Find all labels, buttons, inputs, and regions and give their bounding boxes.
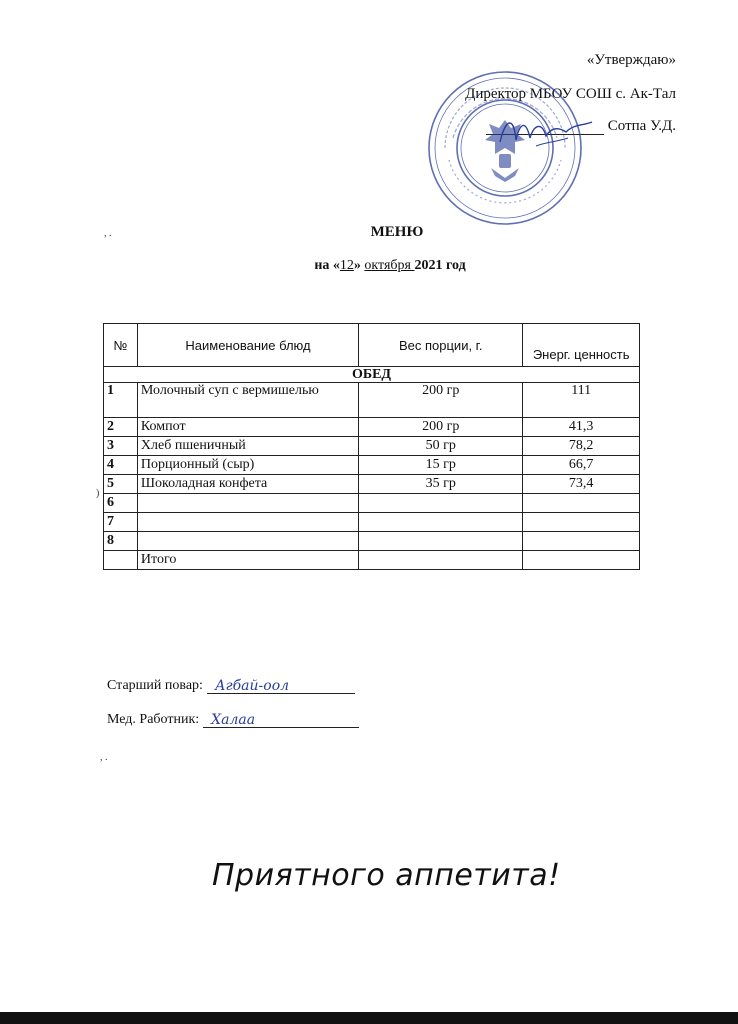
row-number: 3 — [104, 437, 138, 456]
senior-cook-label: Старший повар: — [107, 678, 203, 693]
row-weight: 200 гр — [359, 383, 523, 418]
row-dish-name — [137, 494, 358, 513]
approval-title: «Утверждаю» — [586, 52, 676, 68]
scan-mark: , . — [100, 752, 108, 763]
row-weight — [359, 494, 523, 513]
table-row — [104, 532, 640, 551]
senior-cook-signature: Агбай-оол — [214, 678, 290, 694]
date-day: 12 — [339, 258, 354, 273]
header-portion-weight: Вес порции, г. — [359, 324, 523, 367]
row-energy: 73,4 — [523, 475, 640, 494]
section-title: ОБЕД — [104, 367, 640, 383]
header-number: № — [104, 324, 138, 367]
row-weight — [359, 532, 523, 551]
row-number: 7 — [104, 513, 138, 532]
table-row — [104, 475, 640, 494]
date-mid: » — [353, 258, 365, 273]
approval-director: Директор МБОУ СОШ с. Ак-Тал — [465, 86, 676, 102]
row-dish-name — [137, 532, 358, 551]
menu-date — [0, 258, 738, 274]
bon-appetit-text: Приятного аппетита! — [212, 858, 561, 893]
header-dish-name: Наименование блюд — [137, 324, 358, 367]
row-dish-name — [137, 513, 358, 532]
row-number: 5 — [104, 475, 138, 494]
row-dish-name: Шоколадная конфета — [137, 475, 358, 494]
director-signature-mark — [496, 112, 596, 152]
row-number: 8 — [104, 532, 138, 551]
table-row — [104, 456, 640, 475]
row-dish-name: Компот — [137, 418, 358, 437]
row-energy: 41,3 — [523, 418, 640, 437]
header-energy-value: Энерг. ценность — [523, 324, 640, 367]
table-row — [104, 418, 640, 437]
senior-cook-line — [107, 678, 355, 694]
row-number: 1 — [104, 383, 138, 418]
row-energy — [523, 494, 640, 513]
row-number: 6 — [104, 494, 138, 513]
medical-worker-label: Мед. Работник: — [107, 712, 200, 727]
row-weight: 200 гр — [359, 418, 523, 437]
table-row — [104, 437, 640, 456]
row-energy: 66,7 — [523, 456, 640, 475]
table-row — [104, 383, 640, 418]
row-weight: 15 гр — [359, 456, 523, 475]
row-dish-name: Порционный (сыр) — [137, 456, 358, 475]
total-number-cell — [104, 551, 138, 570]
table-row — [104, 513, 640, 532]
medical-worker-line — [107, 712, 359, 728]
row-dish-name: Молочный суп с вермишелью — [137, 383, 358, 418]
row-weight — [359, 513, 523, 532]
signatory-name: Сотпа У.Д. — [607, 118, 676, 134]
scan-mark: ) — [96, 488, 100, 499]
row-dish-name: Хлеб пшеничный — [137, 437, 358, 456]
total-weight — [359, 551, 523, 570]
row-number: 2 — [104, 418, 138, 437]
row-weight: 35 гр — [359, 475, 523, 494]
scan-mark: , . — [104, 228, 112, 239]
total-label: Итого — [137, 551, 358, 570]
medical-worker-underline — [203, 713, 359, 728]
senior-cook-underline — [207, 679, 355, 694]
scan-edge-bar — [0, 1012, 738, 1024]
menu-title: МЕНЮ — [370, 224, 424, 240]
row-energy — [523, 513, 640, 532]
row-energy: 78,2 — [523, 437, 640, 456]
section-row — [104, 367, 640, 383]
row-weight: 50 гр — [359, 437, 523, 456]
row-energy: 111 — [523, 383, 640, 418]
table-header-row — [104, 324, 640, 367]
row-number: 4 — [104, 456, 138, 475]
table-row — [104, 494, 640, 513]
menu-table — [103, 323, 640, 570]
date-year: 2021 год — [414, 258, 466, 273]
table-total-row — [104, 551, 640, 570]
row-energy — [523, 532, 640, 551]
total-energy — [523, 551, 640, 570]
date-month: октября — [364, 258, 415, 273]
date-prefix: на « — [314, 258, 340, 273]
medical-worker-signature: Халаа — [211, 712, 256, 728]
